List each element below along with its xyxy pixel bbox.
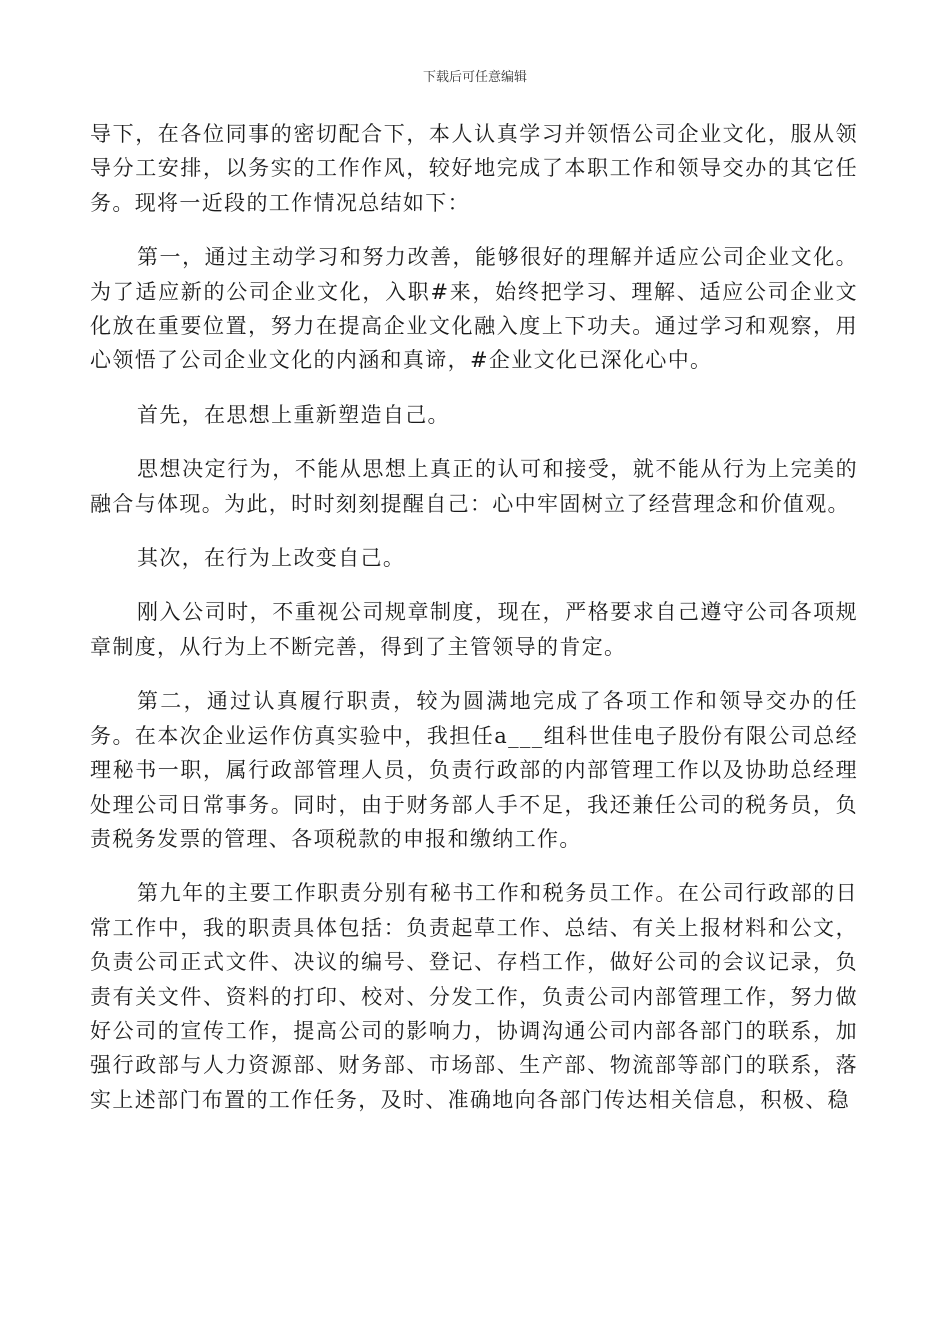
document-body	[90, 117, 858, 1137]
paragraph-thinking-body: 思想决定行为，不能从思想上真正的认可和接受，就不能从行为上完美的融合与体现。为此，时时刻刻提醒自己：心中牢固树立了经营理念和价值观。	[90, 457, 858, 516]
paragraph-second-point: 第二，通过认真履行职责，较为圆满地完成了各项工作和领导交办的任务。在本次企业运作仿真实验中，我担任a___组科世佳电子股份有限公司总经理秘书一职，属行政部管理人员，负责行政部的内部管理工作以及协助总经理处理公司日常事务。同时，由于财务部人手不足，我还兼任公司的税务员，负责税务发票的管理、各项税款的申报和缴纳工作。	[90, 689, 858, 851]
paragraph-first-point: 第一，通过主动学习和努力改善，能够很好的理解并适应公司企业文化。为了适应新的公司企业文化，入职#来，始终把学习、理解、适应公司企业文化放在重要位置，努力在提高企业文化融入度上下功夫。通过学习和观察，用心领悟了公司企业文化的内涵和真谛，#企业文化已深化心中。	[90, 245, 858, 373]
page-header-note: 下载后可任意编辑	[422, 70, 527, 85]
paragraph-behavior-heading: 其次，在行为上改变自己。	[137, 546, 406, 571]
paragraph-thinking-heading: 首先，在思想上重新塑造自己。	[137, 402, 450, 427]
paragraph-behavior-body: 刚入公司时，不重视公司规章制度，现在，严格要求自己遵守公司各项规章制度，从行为上不断完善，得到了主管领导的肯定。	[90, 600, 858, 659]
paragraph-ninth-year-duties: 第九年的主要工作职责分别有秘书工作和税务员工作。在公司行政部的日常工作中，我的职责具体包括：负责起草工作、总结、有关上报材料和公文，负责公司正式文件、决议的编号、登记、存档工作，做好公司的会议记录，负责有关文件、资料的打印、校对、分发工作，负责公司内部管理工作，努力做好公司的宣传工作，提高公司的影响力，协调沟通公司内部各部门的联系，加强行政部与人力资源部、财务部、市场部、生产部、物流部等部门的联系，落实上述部门布置的工作任务，及时、准确地向各部门传达相关信息，积极、稳	[90, 881, 858, 1112]
paragraph-continuation: 导下，在各位同事的密切配合下，本人认真学习并领悟公司企业文化，服从领导分工安排，以务实的工作作风，较好地完成了本职工作和领导交办的其它任务。现将一近段的工作情况总结如下：	[90, 122, 858, 215]
